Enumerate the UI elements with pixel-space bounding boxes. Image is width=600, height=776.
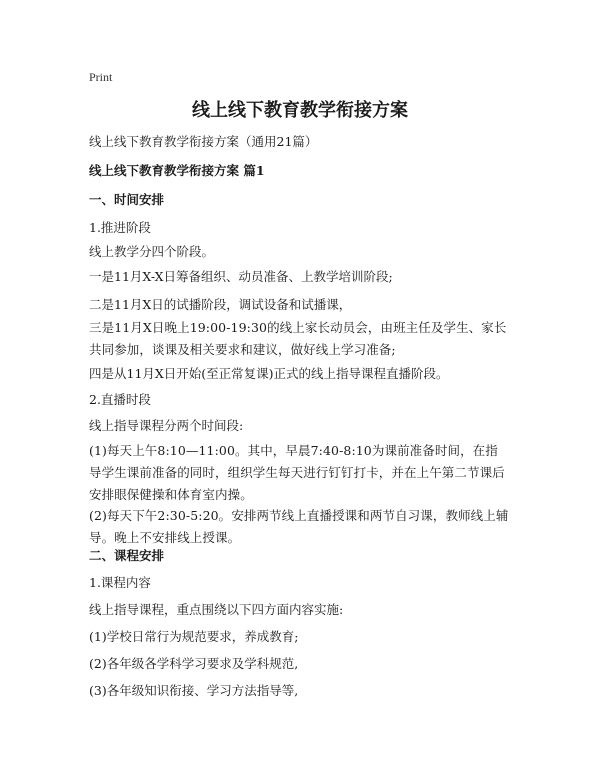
- subsection-heading-live: 2.直播时段: [89, 392, 151, 407]
- paragraph: (1)学校日常行为规范要求，养成教育;: [89, 629, 299, 644]
- paragraph: (2)每天下午2:30-5:20。安排两节线上直播授课和两节自习课，教师线上辅导。晚上不安排线上授课。: [89, 508, 509, 545]
- subsection-heading-stages: 1.推进阶段: [89, 220, 151, 235]
- paragraph: 线上教学分四个阶段。: [89, 244, 215, 259]
- document-subtitle: 线上线下教育教学衔接方案（通用21篇）: [89, 134, 318, 149]
- print-label[interactable]: Print: [89, 70, 113, 84]
- section-heading-courses: 二、课程安排: [89, 548, 165, 563]
- paragraph: 线上指导课程分两个时间段:: [89, 418, 244, 433]
- paragraph: 三是11月X日晚上19:00-19:30的线上家长动员会，由班主任及学生、家长共同参加，谈课及相关要求和建议，做好线上学习准备;: [89, 320, 507, 357]
- section-heading-time: 一、时间安排: [89, 192, 165, 207]
- article-heading: 线上线下教育教学衔接方案 篇1: [89, 163, 265, 178]
- paragraph: 一是11月X-X日筹备组织、动员准备、上教学培训阶段;: [89, 269, 393, 284]
- paragraph: 线上指导课程，重点围绕以下四方面内容实施:: [89, 602, 344, 617]
- paragraph: (3)各年级知识衔接、学习方法指导等,: [89, 683, 299, 698]
- document-title: 线上线下教育教学衔接方案: [192, 100, 408, 121]
- paragraph: 二是11月X日的试播阶段，调试设备和试播课，: [89, 297, 352, 312]
- subsection-heading-content: 1.课程内容: [89, 575, 151, 590]
- paragraph: (1)每天上午8:10—11:00。其中，早晨7:40-8:10为课前准备时间，在指导学生课前准备的同时，组织学生每天进行钉钉打卡，并在上午第二节课后安排眼保健操和体育室内操。: [89, 443, 505, 502]
- paragraph: 四是从11月X日开始(至正常复课)正式的线上指导课程直播阶段。: [89, 366, 449, 381]
- paragraph: (2)各年级各学科学习要求及学科规范,: [89, 656, 299, 671]
